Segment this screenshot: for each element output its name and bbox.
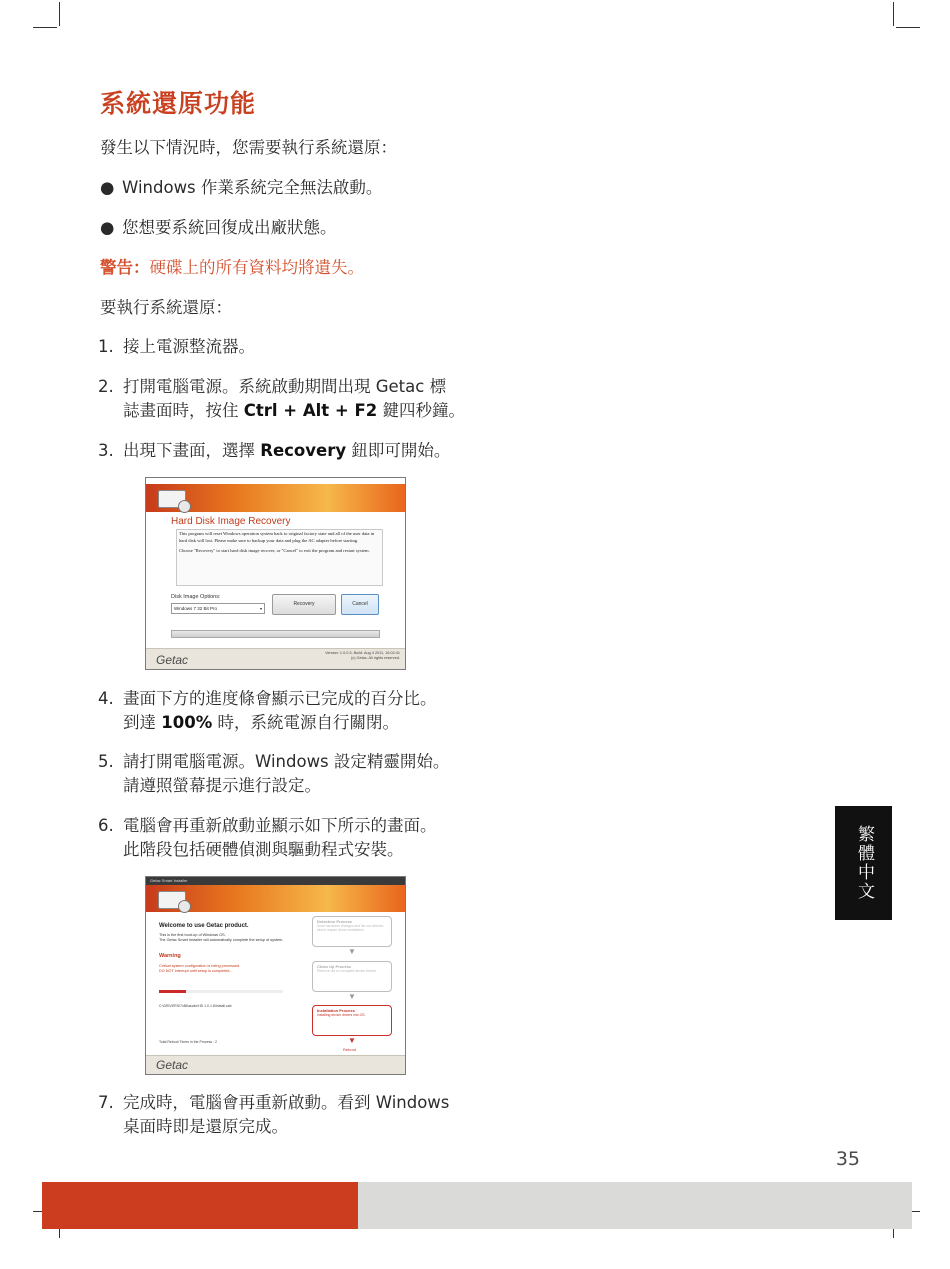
- footer-bar-grey: [358, 1182, 912, 1229]
- progress-bar: [171, 630, 380, 638]
- warning-message: Critical system configuration is being processed. DO NOT interrupt until setup is completed...: [159, 964, 241, 973]
- chevron-down-icon: ▾: [259, 606, 262, 611]
- step-text: 桌面時即是還原完成。: [123, 1117, 288, 1136]
- arrow-down-icon: ▼: [348, 1036, 356, 1045]
- step-text: 出現下畫面，選擇 Recovery 鈕即可開始。: [123, 441, 451, 460]
- steps-intro: 要執行系統還原：: [100, 298, 232, 317]
- getac-logo: Getac: [156, 653, 189, 667]
- reboot-label: Reboot: [343, 1047, 356, 1052]
- footer-bar-red: [42, 1182, 358, 1229]
- step-text: 打開電腦電源。系統啟動期間出現 Getac 標: [123, 377, 447, 396]
- step-number: 2.: [98, 377, 114, 396]
- page-title: 系統還原功能: [100, 89, 257, 118]
- warning-label: 警告：: [100, 258, 150, 277]
- language-tab: 繁體中文: [835, 806, 892, 920]
- disc-icon: [178, 900, 191, 913]
- disk-image-select[interactable]: Windows 7 32 Bit Pro ▾: [171, 603, 265, 614]
- step-number: 7.: [98, 1093, 114, 1112]
- window-titlebar: Getac Smart Installer: [146, 877, 405, 885]
- process-step-detection: Detection Process Scan hardware changes and list out devices which require driver installation.: [312, 916, 392, 947]
- step-text: 此階段包括硬體偵測與驅動程式安裝。: [123, 840, 404, 859]
- step-text: 電腦會再重新啟動並顯示如下所示的畫面。: [123, 816, 437, 835]
- description-box: This program will reset Windows operation system back to original factory state and all of the user data in hard disk will lost. Please make sure to backup your data and plug the AC adapter before starting. Choose "Recovery" to start hard disk image recover, or "Cancel" to exit the program and restart system.: [176, 529, 383, 586]
- disc-icon: [178, 500, 191, 513]
- step-number: 1.: [98, 337, 114, 356]
- options-label: Disk Image Options:: [171, 594, 221, 600]
- dialog-heading: Hard Disk Image Recovery: [171, 516, 291, 527]
- process-step-cleanup: Clean Up Process Remove old or corrupted device drivers.: [312, 961, 392, 992]
- header-banner: [146, 885, 405, 912]
- recovery-screenshot: [145, 477, 406, 670]
- step-number: 5.: [98, 752, 114, 771]
- list-item-text: 您想要系統回復成出廠狀態。: [122, 218, 337, 237]
- crop-mark: [893, 2, 894, 26]
- step-number: 4.: [98, 689, 114, 708]
- key-combo: Ctrl + Alt + F2: [243, 401, 378, 420]
- install-progress-fill: [159, 990, 186, 993]
- installer-screenshot: [145, 876, 406, 1075]
- cancel-button[interactable]: Cancel: [341, 594, 379, 615]
- crop-mark: [59, 2, 60, 26]
- install-progress-bar: [159, 990, 283, 993]
- version-info: Version: 1.0.0.3, Build: Aug 4 2011, 16:02:41 (c) Getac. All rights reserved.: [325, 651, 400, 660]
- step-text: 請遵照螢幕提示進行設定。: [123, 776, 321, 795]
- recovery-button[interactable]: Recovery: [272, 594, 336, 615]
- intro-text: 發生以下情況時，您需要執行系統還原：: [100, 138, 397, 157]
- step-text: 誌畫面時，按住 Ctrl + Alt + F2 鍵四秒鐘。: [123, 401, 465, 420]
- warning-heading: Warning: [159, 953, 181, 959]
- page-number: 35: [835, 1148, 860, 1170]
- bullet-icon: ●: [100, 218, 115, 237]
- install-path: C:\DRIVERS\7x86\audio\HD 1.0.1.8\Install.cab: [159, 1004, 232, 1008]
- getac-logo: Getac: [156, 1058, 189, 1072]
- warning-text: 硬碟上的所有資料均將遺失。: [149, 258, 364, 277]
- step-text: 請打開電腦電源。Windows 設定精靈開始。: [123, 752, 450, 771]
- crop-mark: [896, 27, 920, 28]
- reboot-count: Total Reboot Times in the Process : 2: [159, 1040, 217, 1044]
- step-text: 畫面下方的進度條會顯示已完成的百分比。: [123, 689, 437, 708]
- arrow-down-icon: ▼: [348, 992, 356, 1001]
- step-number: 6.: [98, 816, 114, 835]
- welcome-heading: Welcome to use Getac product.: [159, 923, 249, 929]
- arrow-down-icon: ▼: [348, 947, 356, 956]
- step-text: 到達 100% 時，系統電源自行關閉。: [123, 713, 399, 732]
- dialog-footer: [146, 648, 405, 669]
- crop-mark: [33, 27, 57, 28]
- process-step-installation: Installation Process Installing device drivers into OS.: [312, 1005, 392, 1036]
- installer-footer: [146, 1055, 405, 1074]
- welcome-text: This is the first boot-up of Windows OS. The Getac Smart Installer will automatically complete the setup of system.: [159, 933, 284, 942]
- warning-note: [100, 255, 364, 280]
- step-number: 3.: [98, 441, 114, 460]
- list-item-text: Windows 作業系統完全無法啟動。: [122, 178, 383, 197]
- header-banner: [146, 484, 405, 512]
- step-text: 完成時，電腦會再重新啟動。看到 Windows: [123, 1093, 450, 1112]
- step-text: 接上電源整流器。: [123, 337, 255, 356]
- bullet-icon: ●: [100, 178, 115, 197]
